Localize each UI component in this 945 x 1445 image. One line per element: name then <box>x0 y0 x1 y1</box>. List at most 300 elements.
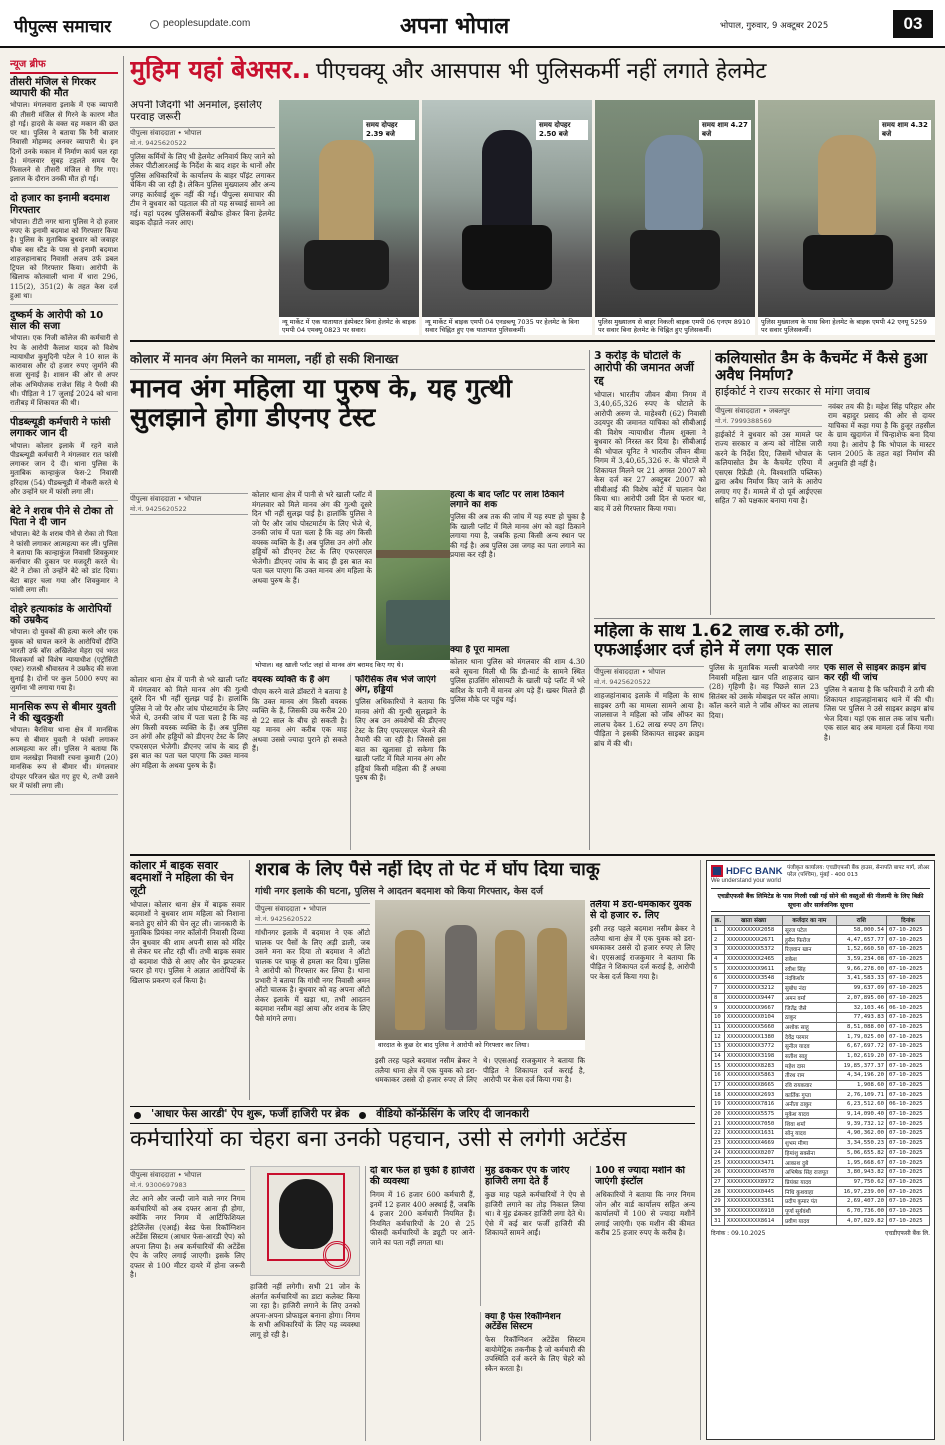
table-cell: 07-10-2025 <box>886 983 929 993</box>
strip-right: वीडियो कॉन्फ्रेंसिंग के जरिए दी जानकारी <box>376 1108 530 1121</box>
table-cell: XXXXXXXXXX2058 <box>725 925 783 935</box>
dateline: भोपाल, गुरुवार, 9 अक्टूबर 2025 <box>720 21 829 31</box>
table-cell: 6,67,697.72 <box>836 1041 886 1051</box>
time-label: समय शाम 4.27 बजे <box>699 120 751 140</box>
table-header-cell: दिनांक <box>886 916 929 926</box>
table-cell: 5,06,655.82 <box>836 1148 886 1158</box>
table-row <box>712 1090 930 1100</box>
knife-side-body: इसी तरह पहले बदमाश नसीम ब्रेकर ने तलैया थाना क्षेत्र में एक युवक को डरा-धमकाकर उससे दो हजार रुपए ले लिए थे। एएसआई राजकुमार ने बताया कि पीड़ित ने शिकायत दर्ज कराई है, आरोपी पर केस दर्ज किया गया है। <box>590 924 695 981</box>
knife-arrest-photo <box>375 900 585 1040</box>
table-row <box>712 1196 930 1206</box>
time-label: समय दोपहर 2.50 बजे <box>536 120 588 140</box>
fraud-box-head: एक साल से साइबर क्राइम ब्रांच कर रही थी जांच <box>824 663 927 684</box>
dna-photo-caption: भोपाल। वह खाली प्लॉट जहां से मानव अंग बरामद किए गए थे। <box>252 660 486 670</box>
helmet-headline-red: मुहिम यहां बेअसर.. <box>130 56 311 84</box>
table-cell: अशोक साहू <box>782 1022 836 1032</box>
table-row <box>712 1041 930 1051</box>
news-brief-list <box>10 77 118 795</box>
table-cell: 07-10-2025 <box>886 1216 929 1226</box>
table-cell: आकाश दुबे <box>782 1158 836 1168</box>
table-cell: 58,000.54 <box>836 925 886 935</box>
table-cell: 07-10-2025 <box>886 1187 929 1197</box>
table-cell: अभिषेक सिंह राजपूत <box>782 1167 836 1177</box>
table-cell: XXXXXXXXXX8614 <box>725 1216 783 1226</box>
table-cell: XXXXXXXXXX9447 <box>725 993 783 1003</box>
brief-item <box>10 702 118 795</box>
attendance-strip <box>130 1106 695 1124</box>
table-cell: 18 <box>712 1090 725 1100</box>
face-headline: कर्मचारियों का चेहरा बना उनकी पहचान, उसी से लगेगी अटेंडेंस <box>130 1128 627 1152</box>
table-cell: 07-10-2025 <box>886 1196 929 1206</box>
helmet-deck: अपनी जिंदगी भी अनमोल, इसलिए परवाह जरूरी <box>130 100 262 123</box>
table-cell: 07-10-2025 <box>886 1129 929 1139</box>
table-cell: 1,95,668.67 <box>836 1158 886 1168</box>
table-cell: 10 <box>712 1012 725 1022</box>
table-cell: XXXXXXXXXX2693 <box>725 1090 783 1100</box>
table-cell: XXXXXXXXXX7816 <box>725 1100 783 1110</box>
table-cell: 1,908.60 <box>836 1080 886 1090</box>
table-row <box>712 983 930 993</box>
table-cell: 32,103.46 <box>836 1003 886 1013</box>
motorbike-shape <box>630 230 720 290</box>
table-header-cell: राशि <box>836 916 886 926</box>
table-cell: XXXXXXXXXX7050 <box>725 1119 783 1129</box>
fraud-body-2: पुलिस के मुताबिक मल्ली बाजपेयी नगर निवासी महिला खान पति शाहजाद खान (28) गृहिणी है। वह पिछले साल 23 सितंबर को उसके मोबाइल पर कॉल आया। कॉल करने वाले ने जॉब ऑफर का लालच दिया। <box>709 663 819 720</box>
table-row <box>712 1051 930 1061</box>
auction-table <box>711 915 930 1226</box>
table-cell: 97,750.62 <box>836 1177 886 1187</box>
news-brief-label: न्यूज ब्रीफ <box>10 56 118 74</box>
table-cell: 07-10-2025 <box>886 1119 929 1129</box>
table-row <box>712 1080 930 1090</box>
chain-story <box>130 860 245 1100</box>
table-cell: हिमांशु सक्सेना <box>782 1148 836 1158</box>
time-label: समय दोपहर 2.39 बजे <box>363 120 415 140</box>
fraud-byline: पीपुल्स संवाददाता • भोपाल मो.नं. 9425620522 <box>594 666 704 688</box>
helmet-photo-2 <box>422 100 592 335</box>
dna-body: कोलार थाना क्षेत्र में पानी से भरे खाली प्लॉट में मंगलवार को मिले मानव अंग की गुत्थी दूसरे दिन भी नहीं सुलझ पाई है। हालांकि पुलिस ने जो पैर और जांघ पोस्टमार्टम के लिए भेजे थे, उनकी जांच में पता चला है कि वह अंग किसी वयस्क व्यक्ति के हैं। अब पुलिस उन अंगों और हड्डियों को डीएनए टेस्ट के लिए एफएसएल भेजेगी। डीएनए जांच के बाद ही इस बात का पता चल पाएगा कि उक्त मानव अंग महिला के अथवा पुरुष के हैं। <box>252 490 372 585</box>
table-cell: 1,02,619.20 <box>836 1051 886 1061</box>
brief-item <box>10 193 118 304</box>
face-box-2 <box>480 1166 585 1306</box>
table-cell: XXXXXXXXXX2671 <box>725 935 783 945</box>
section-title: अपना भोपाल <box>400 14 510 39</box>
table-cell: 07-10-2025 <box>886 1090 929 1100</box>
fingerprint-icon <box>323 1241 351 1269</box>
hdfc-auction-ad <box>706 860 935 1440</box>
table-cell: 8,51,088.00 <box>836 1022 886 1032</box>
table-cell: तीरथ राम <box>782 1071 836 1081</box>
table-cell: 7 <box>712 983 725 993</box>
table-cell: XXXXXXXXXX3198 <box>725 1051 783 1061</box>
website-link[interactable]: peoplesupdate.com <box>163 18 251 29</box>
table-cell: 23 <box>712 1138 725 1148</box>
face-body: लेट आने और जल्दी जाने वाले नगर निगम कर्मचारियों को अब दफ्तर आना ही होगा, क्योंकि नगर निगम में आर्टिफिशियल इंटेलिजेंस (एआई) बेस्ड फेस रिकॉग्निशन अटेंडेंस सिस्टम (आधार फेस-आरडी ऐप) को अपना लिया है। अब कर्मचारियों की अटेंडेंस ऐप के जरिए लगाई जाएगी। इसके लिए दफ्तर से 100 मीटर दायरे में होना जरूरी है। <box>130 1194 245 1279</box>
table-cell: 16 <box>712 1071 725 1081</box>
table-row <box>712 1003 930 1013</box>
table-cell: शिवा शर्मा <box>782 1119 836 1129</box>
fraud-story <box>594 622 935 850</box>
bullet-icon <box>134 1112 141 1119</box>
officer-figure <box>537 928 567 1030</box>
table-cell: प्रवीण यादव <box>782 1216 836 1226</box>
dna-side-body-2: कोलार थाना पुलिस को मंगलवार की शाम 4.30 बजे सूचना मिली थी कि डी-मार्ट के सामने स्थित पुलिस हाउसिंग सोसायटी के खाली पड़े प्लॉट में भरे बारिश के पानी में मानव अंग पड़े हैं। खबर मिलते ही पुलिस मौके पर पहुंच गई। <box>450 657 585 705</box>
bullet-icon <box>359 1112 366 1119</box>
table-cell: अमन वर्मा <box>782 993 836 1003</box>
table-cell: 9,14,090.40 <box>836 1109 886 1119</box>
dna-body-block <box>130 490 248 670</box>
table-cell: सुबोध नंदा <box>782 983 836 993</box>
face-scan-graphic <box>250 1166 360 1276</box>
table-cell: सोनू यादव <box>782 1129 836 1139</box>
dna-sidebar-2 <box>450 645 585 795</box>
table-row <box>712 1022 930 1032</box>
helmet-photo-3 <box>595 100 755 335</box>
table-cell: 07-10-2025 <box>886 1167 929 1177</box>
time-label: समय शाम 4.32 बजे <box>879 120 931 140</box>
knife-sidebar <box>590 900 695 1100</box>
fraud-headline-1: महिला के साथ 1.62 लाख रु.की ठगी, <box>594 622 846 641</box>
brief-headline: मानसिक रूप से बीमार युवती ने की खुदकुशी <box>10 702 116 725</box>
helmet-byline: पीपुल्स संवाददाता • भोपाल मो.नं. 9425620522 <box>130 127 275 149</box>
table-cell: 6 <box>712 974 725 984</box>
brief-text: भोपाल। एक निजी कॉलेज की कर्मचारी से रेप के आरोपी कैलाश यादव को विशेष न्यायाधीश कुमुदिनी पटेल ने 10 साल के कारावास और दो हजार रुपए जुर्माने की सजा सुनाई है। शासन की ओर से अपर लोक अभियोजक राजेश सिंह ने पैरवी की थी। पीड़िता ने 17 जुलाई 2024 को थाना रातीबड़ में शिकायत की थी। <box>10 334 118 407</box>
table-cell: 17 <box>712 1080 725 1090</box>
ad-footer-sign: एचडीएफसी बैंक लि. <box>885 1230 930 1237</box>
table-row <box>712 1032 930 1042</box>
table-cell: 1,79,025.00 <box>836 1032 886 1042</box>
dna-box-1-head: वयस्क व्यक्ति के हैं अंग <box>252 675 330 685</box>
table-row <box>712 993 930 1003</box>
table-row <box>712 1158 930 1168</box>
face-box-2-body: कुछ माह पहले कर्मचारियों ने ऐप से हाजिरी लगाने का तोड़ निकाल लिया था। वे मुंह ढंककर हाजिरी लगा देते थे। ऐसे में कई बार फर्जी हाजिरी की शिकायतें सामने आईं। <box>485 1190 585 1238</box>
table-cell: 07-10-2025 <box>886 954 929 964</box>
table-cell: 06-10-2025 <box>886 1100 929 1110</box>
table-cell: 14 <box>712 1051 725 1061</box>
kaliasot-subhead: हाईकोर्ट ने राज्य सरकार से मांगा जवाब <box>715 384 871 398</box>
table-row <box>712 935 930 945</box>
fraud-headline-2: एफआईआर दर्ज होने में लगा एक साल <box>594 640 833 661</box>
table-header-cell: क्र. <box>712 916 725 926</box>
ad-intro: एचडीएफसी बैंक लिमिटेड के पास गिरवी रखी गई सोने की वस्तुओं की नीलामी के लिए बिक्री सूचना और सार्वजनिक सूचना <box>711 888 930 912</box>
table-row <box>712 1187 930 1197</box>
table-cell: 07-10-2025 <box>886 1148 929 1158</box>
face-text-block <box>130 1166 245 1441</box>
face-box-2-head: मुंह ढंककर ऐप के जरिए हाजिरी लगा देते हैं <box>485 1166 570 1187</box>
face-box-1 <box>365 1166 475 1441</box>
table-cell: 07-10-2025 <box>886 1061 929 1071</box>
knife-headline: शराब के लिए पैसे नहीं दिए तो पेट में घोंप दिया चाकू <box>255 860 600 880</box>
knife-subhead: गांधी नगर इलाके की घटना, पुलिस ने आदतन बदमाश को किया गिरफ्तार, केस दर्ज <box>255 886 543 897</box>
dna-kicker: कोलार में मानव अंग मिलने का मामला, नहीं हो सकी शिनाख्त <box>130 350 585 370</box>
table-row <box>712 1119 930 1129</box>
table-cell: 4 <box>712 954 725 964</box>
table-cell: 15 <box>712 1061 725 1071</box>
helmet-headline <box>130 56 935 96</box>
table-row <box>712 1138 930 1148</box>
ad-footer-date: दिनांक : 09.10.2025 <box>711 1230 766 1237</box>
table-row <box>712 1148 930 1158</box>
knife-text-block <box>255 900 370 1100</box>
dna-side-head-2: क्या है पूरा मामला <box>450 645 510 655</box>
brief-headline: दोहरे हत्याकांड के आरोपियों को उम्रकैद <box>10 604 112 627</box>
knife-body-cont: इसी तरह पहले बदमाश नसीम ब्रेकर ने तलैया थाना क्षेत्र में एक युवक को डरा-धमकाकर उससे दो हजार रुपए ले लिए थे। एएसआई राजकुमार ने बताया कि पीड़ित ने शिकायत दर्ज कराई है, आरोपी पर केस दर्ज किया गया है। <box>375 1056 585 1084</box>
table-cell: 07-10-2025 <box>886 1158 929 1168</box>
table-cell: 9 <box>712 1003 725 1013</box>
kaliasot-headline: कलियासोत डैम के कैचमेंट में कैसे हुआ अवैध निर्माण? <box>715 350 928 384</box>
table-cell: सतीश साहू <box>782 1051 836 1061</box>
table-cell: 07-10-2025 <box>886 925 929 935</box>
table-row <box>712 1109 930 1119</box>
dna-box-1-body: पीएम करने वाले डॉक्टरों ने बताया है कि उक्त मानव अंग किसी वयस्क व्यक्ति के हैं, जिसकी उम्र करीब 20 से 22 साल के बीच हो सकती है। यह मानव अंग करीब एक माह अथवा उससे ज्यादा पुराने हो सकते हैं। <box>252 687 347 754</box>
table-cell: 8 <box>712 993 725 1003</box>
helmet-body: पुलिस कर्मियों के लिए भी हेलमेट अनिवार्य किए जाने को लेकर पीटीआरआई के निर्देश के बाद शहर के थानों और पुलिस अधिकारियों के कार्यालय के बाहर पॉइंट लगाकर चेकिंग की जा रही है। लेकिन पुलिस मुख्यालय और अन्य जगह कार्रवाई शुरू नहीं की गई। पीपुल्स समाचार की टीम ने बुधवार को पड़ताल की तो यह सच्चाई सामने आ गई। यहां पदस्थ पुलिसकर्मी बेखौफ होकर बिना हेलमेट बाइक दौड़ाते नजर आए। <box>130 151 275 227</box>
chain-headline: कोलार में बाइक सवार बदमाशों ने महिला की चेन लूटी <box>130 860 234 897</box>
table-header-cell: खाता संख्या <box>725 916 783 926</box>
brief-text: भोपाल। मंगलवारा इलाके में एक व्यापारी की तीसरी मंजिल से गिरने के कारण मौत हो गई। हादसे के वक्त वह मकान की छत पर था। पुलिस ने बताया कि रैनी बाजार निवासी मोहम्मद अनवर व्यापारी थे। इन दिनों उनके मकान में निर्माण कार्य चल रहा है। मंगलवार सुबह टहलते समय पैर फिसलने से तीसरी मंजिल से गिर गए। इलाज के दौरान उनकी मौत हो गई। <box>10 101 118 184</box>
kaliasot-body-2: नवंबर तय की है। महेश सिंह परिहार और राम बहादुर प्रसाद की ओर से दायर याचिका में कहा गया है कि हुजूर तहसील के ग्राम खुदागंज में चिन्हाशेफ बना दिया गया है। आरोप है कि भोपाल के मास्टर प्लान 2005 के तहत वहां निर्माण की अनुमति ही नहीं है। <box>828 401 935 468</box>
table-cell: 99,637.09 <box>836 983 886 993</box>
lic-body: भोपाल। भारतीय जीवन बीमा निगम में 3,40,65,326 रुपए के घोटाले के आरोपी अरुण जे. माहेश्वरी (62) निवासी उदयपुर की जमानत याचिका को सीबीआई की विशेष न्यायाधीश नीलम शुक्ला ने बुधवार को निरस्त कर दिया है। सीबीआई की भोपाल यूनिट ने भारतीय जीवन बीमा निगम में 3,40,65,326 रु. के घोटाले में शिकायत मिलने पर 21 अगस्त 2007 को केस दर्ज कर 27 अक्टूबर 2007 को सीबीआई की विशेष कोर्ट में चालान पेश किया था। आरोपी उसी दिन से फरार था, बाद में उसे गिरफ्तार किया गया। <box>594 389 706 513</box>
table-cell: XXXXXXXXXX8972 <box>725 1177 783 1187</box>
policeman-figure <box>319 140 374 250</box>
table-cell: अनीता ठाकुर <box>782 1100 836 1110</box>
brief-headline: दो हजार का इनामी बदमाश गिरफ्तार <box>10 193 110 216</box>
table-row <box>712 1071 930 1081</box>
face-box-1-head: दो बार फेल हो चुकी है हाजिरी की व्यवस्था <box>370 1166 475 1187</box>
dna-byline: पीपुल्स संवाददाता • भोपाल मो.नं. 9425620522 <box>130 493 248 515</box>
table-cell: 6,23,512.60 <box>836 1100 886 1110</box>
brief-text: भोपाल। टीटी नगर थाना पुलिस ने दो हजार रुपए के इनामी बदमाश को गिरफ्तार किया है। पुलिस के मुताबिक बुधवार को जवाहर चौक बस स्टैंड के पास से इनामी बदमाश शाहजहानाबाद निवासी अजय उर्फ डबल ट्रिपल को गिरफ्तार किया। आरोपी के खिलाफ कोतवाली थाना में धारा 296, 115(2), 351(2) के तहत केस दर्ज हुआ था। <box>10 217 118 300</box>
brief-headline: दुष्कर्म के आरोपी को 10 साल की सजा <box>10 309 104 333</box>
table-cell: 28 <box>712 1187 725 1197</box>
table-cell: पूर्णा सूर्यवंशी <box>782 1206 836 1216</box>
dna-box-2-head: फॉरेंसिक लैब भेजे जाएंगे अंग, हड्डियां <box>355 675 436 696</box>
table-cell: 24 <box>712 1148 725 1158</box>
table-row <box>712 925 930 935</box>
table-cell: प्रियंका यादव <box>782 1177 836 1187</box>
table-cell: 2,76,109.71 <box>836 1090 886 1100</box>
table-cell: 31 <box>712 1216 725 1226</box>
paper-logo: पीपुल्स समाचार <box>14 17 112 37</box>
table-cell: 07-10-2025 <box>886 945 929 955</box>
table-cell: 27 <box>712 1177 725 1187</box>
table-cell: 07-10-2025 <box>886 1022 929 1032</box>
knife-byline: पीपुल्स संवाददाता • भोपाल मो.नं. 9425620522 <box>255 903 370 925</box>
fraud-box-body: पुलिस ने बताया है कि फरियादी ने ठगी की शिकायत शाहजहांनाबाद थाने में की थी। जिस पर पुलिस ने उसे साइबर क्राइम ब्रांच भेज दिया। यहां एक साल तक जांच चली। एक साल बाद अब मामला दर्ज किया गया है। <box>824 685 934 742</box>
table-cell: 07-10-2025 <box>886 1206 929 1216</box>
table-row <box>712 964 930 974</box>
face-col-2: हाजिरी नहीं लगेगी। सभी 21 जोन के अंतर्गत कर्मचारियों का डाटा कलेक्ट किया जा रहा है। हाजिरी लगाने के लिए उनको अपना-अपना प्रोफाइल बनाना होगा। निगम के सभी अधिकारियों के लिए यह व्यवस्था लागू हो रही है। <box>250 1282 360 1339</box>
table-cell: 9,66,278.00 <box>836 964 886 974</box>
table-cell: देवेंद्र परमार <box>782 1032 836 1042</box>
table-cell: 22 <box>712 1129 725 1139</box>
brief-item <box>10 506 118 599</box>
table-cell: XXXXXXXXXX8283 <box>725 1061 783 1071</box>
table-cell: 07-10-2025 <box>886 935 929 945</box>
table-cell: 07-10-2025 <box>886 974 929 984</box>
table-cell: XXXXXXXXXX3548 <box>725 974 783 984</box>
brief-text: भोपाल। बैरसिया थाना क्षेत्र में मानसिक रूप से बीमार युवती ने फांसी लगाकर आत्महत्या कर ली। पुलिस ने बताया कि ग्राम नलखेड़ा निवासी रचना कुमारी (20) मानसिक रूप से बीमार थी। मंगलवार दोपहर परिजन खेत गए हुए थे, तभी उसने घर में फांसी लगा ली। <box>10 726 118 790</box>
table-cell: 07-10-2025 <box>886 1032 929 1042</box>
table-cell: रिज़वान खान <box>782 945 836 955</box>
brief-item <box>10 604 118 697</box>
fraud-box <box>824 663 934 748</box>
table-cell: 77,493.83 <box>836 1012 886 1022</box>
rider-figure <box>645 135 703 230</box>
table-row <box>712 945 930 955</box>
table-cell: 11 <box>712 1022 725 1032</box>
table-cell: मुकेश यादव <box>782 1109 836 1119</box>
table-cell: 3 <box>712 945 725 955</box>
dna-box-1 <box>252 675 347 850</box>
globe-icon <box>150 20 159 29</box>
face-box-3 <box>480 1312 585 1441</box>
table-row <box>712 1129 930 1139</box>
rider-figure <box>482 130 532 230</box>
table-cell: 6,70,736.00 <box>836 1206 886 1216</box>
table-cell: 16,97,239.00 <box>836 1187 886 1197</box>
table-cell: 3,34,550.23 <box>836 1138 886 1148</box>
table-cell: 2,07,895.00 <box>836 993 886 1003</box>
helmet-headline-black: पीएचक्यू और आसपास भी पुलिसकर्मी नहीं लगाते हेलमेट <box>315 59 767 84</box>
table-cell: 29 <box>712 1196 725 1206</box>
chain-body: भोपाल। कोलार थाना क्षेत्र में बाइक सवार बदमाशों ने बुधवार शाम महिला को निशाना बनाते हुए सोने की चेन लूट ली। जानकारी के मुताबिक प्रियंका नगर कॉलोनी निवासी दिव्या जैन बुधवार की शाम अपनी सास को मंदिर से लेकर घर लौट रही थीं। तभी बाइक सवार दो बदमाश पीछे से आए और चेन झपटकर फरार हो गए। पुलिस ने अज्ञात आरोपियों के खिलाफ प्रकरण दर्ज किया है। <box>130 899 245 985</box>
table-header-cell: कर्जदार का नाम <box>782 916 836 926</box>
table-row <box>712 954 930 964</box>
motorbike-shape <box>803 235 893 290</box>
photo-caption: न्यू मार्केट में बाइक एमपी 04 एनडब्ल्यू 7035 पर हेलमेट के बिना सवार चिह्नित हुए एक यातायात पुलिसकर्मी। <box>422 317 592 335</box>
table-cell: 21 <box>712 1119 725 1129</box>
dna-side-body: पुलिस की अब तक की जांच में यह स्पष्ट हो चुका है कि खाली प्लॉट में मिले मानव अंग को वहां ठिकाने लगाया गया है, जबकि हत्या किसी अन्य स्थान पर की गई है। अब पुलिस उस जगह का पता लगाने का प्रयास कर रही है। <box>450 512 585 560</box>
face-box-3-body: फेस रिकॉग्निशन अटेंडेंस सिस्टम बायोमेट्रिक तकनीक है जो कर्मचारी की उपस्थिति दर्ज करने के लिए चेहरे को स्कैन करता है। <box>485 1335 585 1373</box>
table-cell: प्रदीप कुमार पंत <box>782 1196 836 1206</box>
table-row <box>712 1012 930 1022</box>
page-number: 03 <box>893 10 933 38</box>
table-cell: नंदकिशोर <box>782 974 836 984</box>
table-cell: शुभम मीणा <box>782 1138 836 1148</box>
accused-figure <box>445 925 477 1030</box>
table-cell: 26 <box>712 1167 725 1177</box>
face-box-3-head: क्या है फेस रिकॉग्निशन अटेंडेंस सिस्टम <box>485 1312 561 1333</box>
motorbike-shape <box>304 240 389 290</box>
knife-side-head: तलैया में डरा-धमकाकर युवक से दो हजार रु. लिए <box>590 900 692 921</box>
brief-text: भोपाल। दो युवकों की हत्या करने और एक युवक को घायल करने के आरोपियों दीप्ति भारती उर्फ बॉस अखिलेश मेहरा एवं भरत विश्वकर्मा को विशेष न्यायाधीश (एट्रोसिटी एक्ट) राजश्री श्रीवास्तव ने उम्रकैद की सजा सुनाई है। दोनों पर कुल 5000 रुपए का जुर्माना भी लगाया गया है। <box>10 628 118 692</box>
table-cell: 25 <box>712 1158 725 1168</box>
motorbike-shape <box>462 225 552 290</box>
table-cell: 30 <box>712 1206 725 1216</box>
table-cell: 07-10-2025 <box>886 1051 929 1061</box>
helmet-photo-1 <box>279 100 419 335</box>
table-cell: XXXXXXXXXX9667 <box>725 1003 783 1013</box>
face-byline: पीपुल्स संवाददाता • भोपाल मो.नं. 9300697983 <box>130 1169 245 1191</box>
table-cell: XXXXXXXXXX8665 <box>725 1080 783 1090</box>
table-cell: 12 <box>712 1032 725 1042</box>
brief-item <box>10 310 118 412</box>
table-cell: हुसैन फिरोज <box>782 935 836 945</box>
table-cell: 07-10-2025 <box>886 1109 929 1119</box>
table-row <box>712 974 930 984</box>
table-cell: 3,59,234.08 <box>836 954 886 964</box>
officer-figure <box>495 930 525 1030</box>
table-cell: 4,07,029.82 <box>836 1216 886 1226</box>
kaliasot-body-1: हाईकोर्ट ने बुधवार को उस मामले पर राज्य सरकार व अन्य को नोटिस जारी करने के निर्देश दिए, जिसमें भोपाल के कलियासोत डैम के कैचमेंट एरिया में एसएस रिफ्रेंडी (मे. विश्वशांति पब्लिक) द्वारा अवैध निर्माण किए जाने के आरोप लगाए गए हैं। मामले में दो पूर्व आईएएस सहित 7 को पक्षकार बनाया गया है। <box>715 429 822 506</box>
table-cell: XXXXXXXXXX3471 <box>725 1158 783 1168</box>
news-brief-column <box>10 56 118 1441</box>
hdfc-logo-icon <box>711 865 723 877</box>
brief-text: भोपाल। कोलार इलाके में रहने वाले पीडब्ल्यूडी कर्मचारी ने मंगलवार रात फांसी लगाकर जान दे दी। थाना पुलिस के मुताबिक कान्हाकुंज फेस-2 निवासी हरिदास (54) पीडब्ल्यूडी में नौकरी करते थे और उन्होंने घर में फांसी लगा ली। <box>10 441 118 496</box>
fraud-body-1: शाहजहांनाबाद इलाके में महिला के साथ साइबर ठगी का मामला सामने आया है। जालसाज ने महिला को जॉब ऑफर का लालच देकर 1.62 लाख रुपए ठग लिए। पीड़िता ने इसकी शिकायत साइबर क्राइम ब्रांच में की थी। <box>594 691 704 748</box>
table-cell: XXXXXXXXXX4669 <box>725 1138 783 1148</box>
table-cell: रवीश सिंह <box>782 964 836 974</box>
table-cell: ठाकुर <box>782 1012 836 1022</box>
table-cell: XXXXXXXXXX0445 <box>725 1187 783 1197</box>
table-cell: XXXXXXXXXX1380 <box>725 1032 783 1042</box>
lic-headline: 3 करोड़ के घोटाले के आरोपी की जमानत अर्जी रद्द <box>594 350 694 387</box>
table-row <box>712 1216 930 1226</box>
helmet-photo-4 <box>758 100 935 335</box>
table-cell: राकेश <box>782 954 836 964</box>
table-cell: रवि रायकवार <box>782 1080 836 1090</box>
table-cell: 06-10-2025 <box>886 1003 929 1013</box>
dna-sidebar <box>450 490 585 670</box>
table-cell: XXXXXXXXXX2465 <box>725 954 783 964</box>
face-box-4 <box>590 1166 695 1441</box>
brief-item <box>10 417 118 501</box>
table-cell: XXXXXXXXXX3361 <box>725 1196 783 1206</box>
table-cell: कार्तिक गुप्ता <box>782 1090 836 1100</box>
table-cell: सुनील यादव <box>782 1041 836 1051</box>
table-cell: XXXXXXXXXX1631 <box>725 1129 783 1139</box>
table-cell: 9,39,732.12 <box>836 1119 886 1129</box>
table-row <box>712 1100 930 1110</box>
table-cell: XXXXXXXXXX5372 <box>725 945 783 955</box>
dna-box-2 <box>350 675 446 850</box>
table-cell: XXXXXXXXXX5863 <box>725 1071 783 1081</box>
table-cell: 07-10-2025 <box>886 1041 929 1051</box>
table-cell: 3,41,583.33 <box>836 974 886 984</box>
table-cell: 07-10-2025 <box>886 1138 929 1148</box>
table-cell: 07-10-2025 <box>886 1177 929 1187</box>
table-cell: XXXXXXXXXX4570 <box>725 1167 783 1177</box>
table-cell: निधि कुशवाहा <box>782 1187 836 1197</box>
table-cell: XXXXXXXXXX5660 <box>725 1022 783 1032</box>
table-cell: XXXXXXXXXX0207 <box>725 1148 783 1158</box>
face-box-4-body: अधिकारियों ने बताया कि नगर निगम जोन और वार्ड कार्यालय सहित अन्य कार्यालयों में 100 से ज्यादा मशीनें लगाई जाएंगी। एक मशीन की कीमत करीब 25 हजार रुपए के करीब है। <box>595 1190 695 1238</box>
table-cell: XXXXXXXXXX0104 <box>725 1012 783 1022</box>
brief-item <box>10 77 118 188</box>
table-cell: 07-10-2025 <box>886 1080 929 1090</box>
table-cell: 20 <box>712 1109 725 1119</box>
table-cell: XXXXXXXXXX3212 <box>725 983 783 993</box>
brief-headline: तीसरी मंजिल से गिरकर व्यापारी की मौत <box>10 77 96 100</box>
table-row <box>712 1206 930 1216</box>
knife-photo-caption: वारदात के कुछ देर बाद पुलिस ने आरोपी को गिरफ्तार कर लिया। <box>375 1040 585 1050</box>
face-box-4-head: 100 से ज्यादा मशीनें की जाएंगी इंस्टॉल <box>595 1166 686 1187</box>
table-cell: 19 <box>712 1100 725 1110</box>
helmet-text-block <box>130 100 275 335</box>
strip-left: 'आधार फेस आरडी' ऐप शुरू, फर्जी हाजिरी पर ब्रेक <box>151 1108 350 1121</box>
table-cell: जितेंद्र जैसे <box>782 1003 836 1013</box>
table-cell: XXXXXXXXXX9611 <box>725 964 783 974</box>
kaliasot-story <box>715 350 935 615</box>
table-row <box>712 1167 930 1177</box>
table-cell: सूरज पटेल <box>782 925 836 935</box>
lic-story <box>594 350 706 615</box>
dna-body-cont: कोलार थाना क्षेत्र में पानी से भरे खाली प्लॉट में मंगलवार को मिले मानव अंग की गुत्थी दूसरे दिन भी नहीं सुलझ पाई है। हालांकि पुलिस ने जो पैर और जांघ पोस्टमार्टम के लिए भेजे थे, उनकी जांच में पता चला है कि वह अंग किसी वयस्क व्यक्ति के हैं। अब पुलिस उन अंगों और हड्डियों को डीएनए टेस्ट के लिए एफएसएल भेजेगी। डीएनए जांच के बाद ही इस बात का पता चल पाएगा कि उक्त मानव अंग महिला के अथवा पुरुष के हैं। <box>130 675 248 770</box>
masthead <box>0 0 945 48</box>
brief-text: भोपाल। बेटे के शराब पीने से रोका तो पिता ने फांसी लगाकर आत्महत्या कर ली। पुलिस ने बताया कि कान्हाकुंज निवासी शिवकुमार कर्नाचार की दुकान पर मजदूरी करते थे। बेटे ने टोका तो उन्होंने बेटे को डांट दिया। बेटा बाहर चला गया और शिवकुमार ने फांसी लगा ली। <box>10 530 118 594</box>
